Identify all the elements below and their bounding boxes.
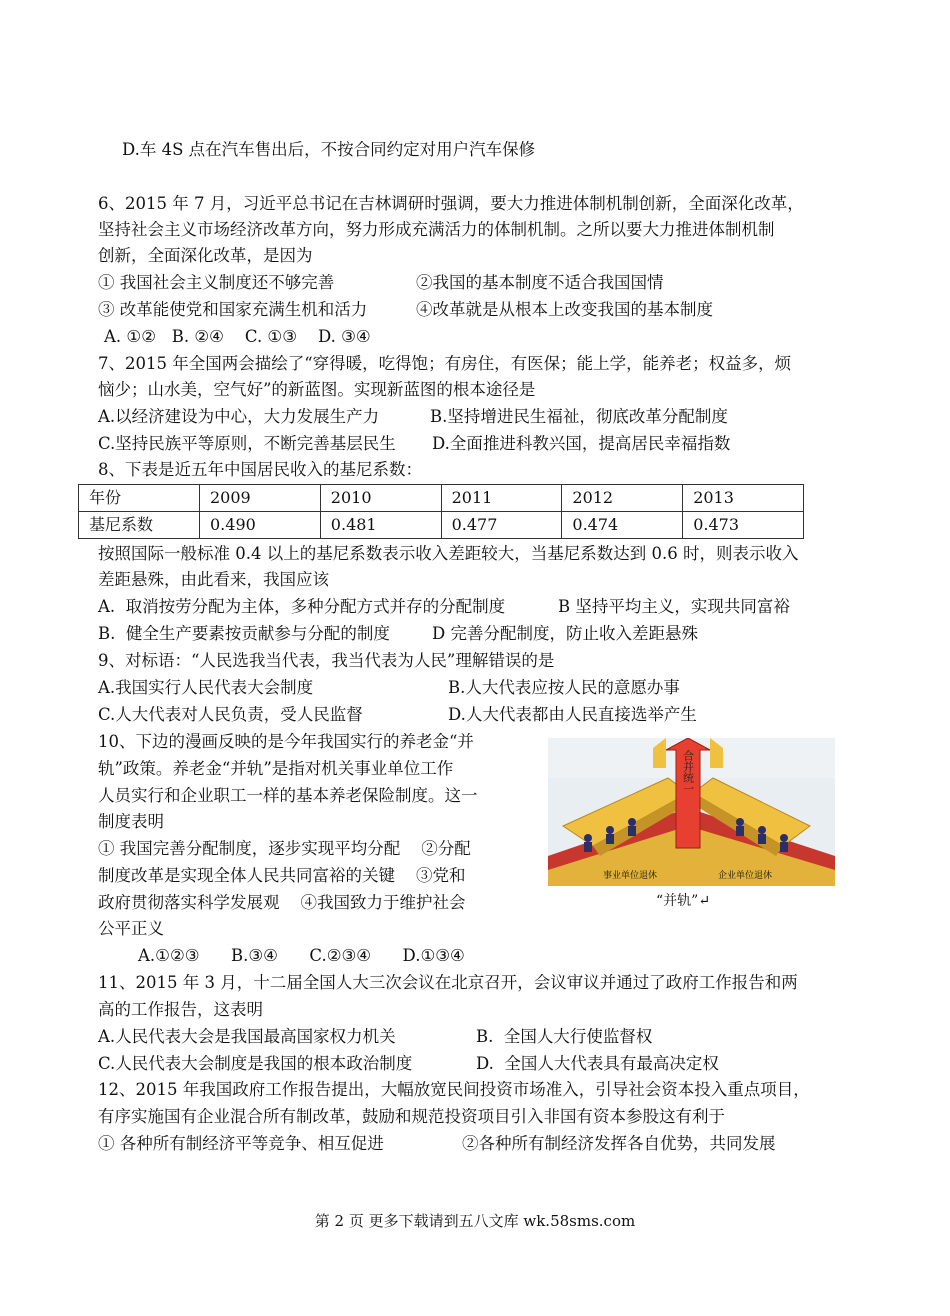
q6-stem-line-2: 坚持社会主义市场经济改革方向，努力形成充满活力的体制机制。之所以要大力推进体制机制 — [98, 220, 775, 239]
q8-option-b: B 坚持平均主义，实现共同富裕 — [558, 597, 790, 616]
table-header-cell: 2011 — [441, 485, 562, 512]
cartoon-arrow-text: 合并统一 — [681, 750, 695, 794]
page-footer: 第 2 页 更多下载请到五八文库 wk.58sms.com — [314, 1212, 636, 1230]
table-cell: 0.473 — [683, 512, 804, 539]
q6-statement-1: ① 我国社会主义制度还不够完善 — [98, 273, 335, 292]
table-cell: 0.481 — [320, 512, 441, 539]
q10-statement-line-1: ① 我国完善分配制度，逐步实现平均分配 ②分配 — [98, 839, 471, 858]
q6-stem-line-3: 创新，全面深化改革，是因为 — [98, 246, 313, 265]
q7-option-d: D.全面推进科教兴国，提高居民幸福指数 — [432, 434, 731, 453]
q12-statement-1: ① 各种所有制经济平等竞争、相互促进 — [98, 1134, 384, 1153]
q7-stem-line-1: 7、2015 年全国两会描绘了“穿得暖，吃得饱；有房住，有医保；能上学，能养老；权益多，烦 — [98, 354, 792, 373]
q12-stem-line-1: 12、2015 年我国政府工作报告提出，大幅放宽民间投资市场准入，引导社会资本投入重点项目， — [98, 1080, 810, 1099]
table-header-cell: 年份 — [79, 485, 200, 512]
q12-stem-line-2: 有序实施国有企业混合所有制改革，鼓励和规范投资项目引入非国有资本参股这有利于 — [98, 1107, 725, 1126]
q7-option-b: B.坚持增进民生福祉，彻底改革分配制度 — [430, 407, 728, 426]
cartoon-left-label: 事业单位退休 — [603, 871, 658, 881]
q8-option-c: B. 健全生产要素按贡献参与分配的制度 — [98, 624, 390, 643]
q9-option-b: B.人大代表应按人民的意愿办事 — [448, 678, 680, 697]
q10-statement-line-2: 制度改革是实现全体人民共同富裕的关键 ③党和 — [98, 866, 466, 885]
table-header-cell: 2013 — [683, 485, 804, 512]
q8-stem-line-1: 按照国际一般标准 0.4 以上的基尼系数表示收入差距较大，当基尼系数达到 0.6 时，则表示收入 — [98, 544, 799, 563]
q10-stem-line-2: 轨”政策。养老金“并轨”是指对机关事业单位工作 — [98, 759, 454, 778]
table-header-cell: 2009 — [200, 485, 321, 512]
table-cell: 0.490 — [200, 512, 321, 539]
q10-statement-line-4: 公平正义 — [98, 919, 164, 938]
q11-stem-line-2: 高的工作报告，这表明 — [98, 1000, 263, 1019]
q11-option-d: D. 全国人大代表具有最高决定权 — [476, 1054, 719, 1073]
q6-options: A. ①② B. ②④ C. ①③ D. ③④ — [104, 327, 371, 346]
q8-option-d: D 完善分配制度，防止收入差距悬殊 — [432, 624, 698, 643]
q11-option-a: A.人民代表大会是我国最高国家权力机关 — [98, 1027, 396, 1046]
cartoon-right-label: 企业单位退休 — [718, 871, 773, 881]
q9-option-a: A.我国实行人民代表大会制度 — [98, 678, 314, 697]
q9-option-d: D.人大代表都由人民直接选举产生 — [448, 705, 697, 724]
q6-stem-line-1: 6、2015 年 7 月，习近平总书记在吉林调研时强调，要大力推进体制机制创新，全面深化改革， — [98, 194, 804, 213]
q10-stem-line-3: 人员实行和企业职工一样的基本养老保险制度。这一 — [98, 786, 478, 805]
q9-option-c: C.人大代表对人民负责，受人民监督 — [98, 705, 363, 724]
q7-option-a: A.以经济建设为中心，大力发展生产力 — [98, 407, 380, 426]
table-row — [79, 512, 804, 539]
q10-stem-line-4: 制度表明 — [98, 812, 164, 831]
q12-statement-2: ②各种所有制经济发挥各自优势，共同发展 — [462, 1134, 776, 1153]
table-cell: 基尼系数 — [79, 512, 200, 539]
q5-option-d: D.车 4S 点在汽车售出后，不按合同约定对用户汽车保修 — [122, 140, 536, 159]
q8-stem-line-2: 差距悬殊，由此看来，我国应该 — [98, 570, 329, 589]
q11-stem-line-1: 11、2015 年 3 月，十二届全国人大三次会议在北京召开，会议审议并通过了政府工作报告和两 — [98, 973, 798, 992]
q11-option-b: B. 全国人大行使监督权 — [476, 1027, 653, 1046]
q6-statement-4: ④改革就是从根本上改变我国的基本制度 — [416, 300, 713, 319]
pension-merge-cartoon — [548, 738, 835, 886]
q9-stem: 9、对标语：“人民选我当代表，我当代表为人民”理解错误的是 — [98, 651, 555, 670]
q10-statement-line-3: 政府贯彻落实科学发展观 ④我国致力于维护社会 — [98, 893, 466, 912]
table-row — [79, 485, 804, 512]
q8-intro: 8、下表是近五年中国居民收入的基尼系数： — [98, 460, 422, 479]
q7-option-c: C.坚持民族平等原则，不断完善基层民生 — [98, 434, 396, 453]
q10-options: A.①②③ B.③④ C.②③④ D.①③④ — [138, 946, 465, 965]
gini-table — [78, 484, 804, 539]
table-header-cell: 2010 — [320, 485, 441, 512]
q11-option-c: C.人民代表大会制度是我国的根本政治制度 — [98, 1054, 413, 1073]
q10-stem-line-1: 10、下边的漫画反映的是今年我国实行的养老金“并 — [98, 732, 474, 751]
table-cell: 0.474 — [562, 512, 683, 539]
table-header-cell: 2012 — [562, 485, 683, 512]
cartoon-caption: “并轨”↵ — [656, 893, 711, 909]
q6-statement-3: ③ 改革能使党和国家充满生机和活力 — [98, 300, 368, 319]
q7-stem-line-2: 恼少；山水美，空气好”的新蓝图。实现新蓝图的根本途径是 — [98, 380, 536, 399]
table-cell: 0.477 — [441, 512, 562, 539]
q6-statement-2: ②我国的基本制度不适合我国国情 — [416, 273, 664, 292]
q8-option-a: A. 取消按劳分配为主体，多种分配方式并存的分配制度 — [98, 597, 506, 616]
